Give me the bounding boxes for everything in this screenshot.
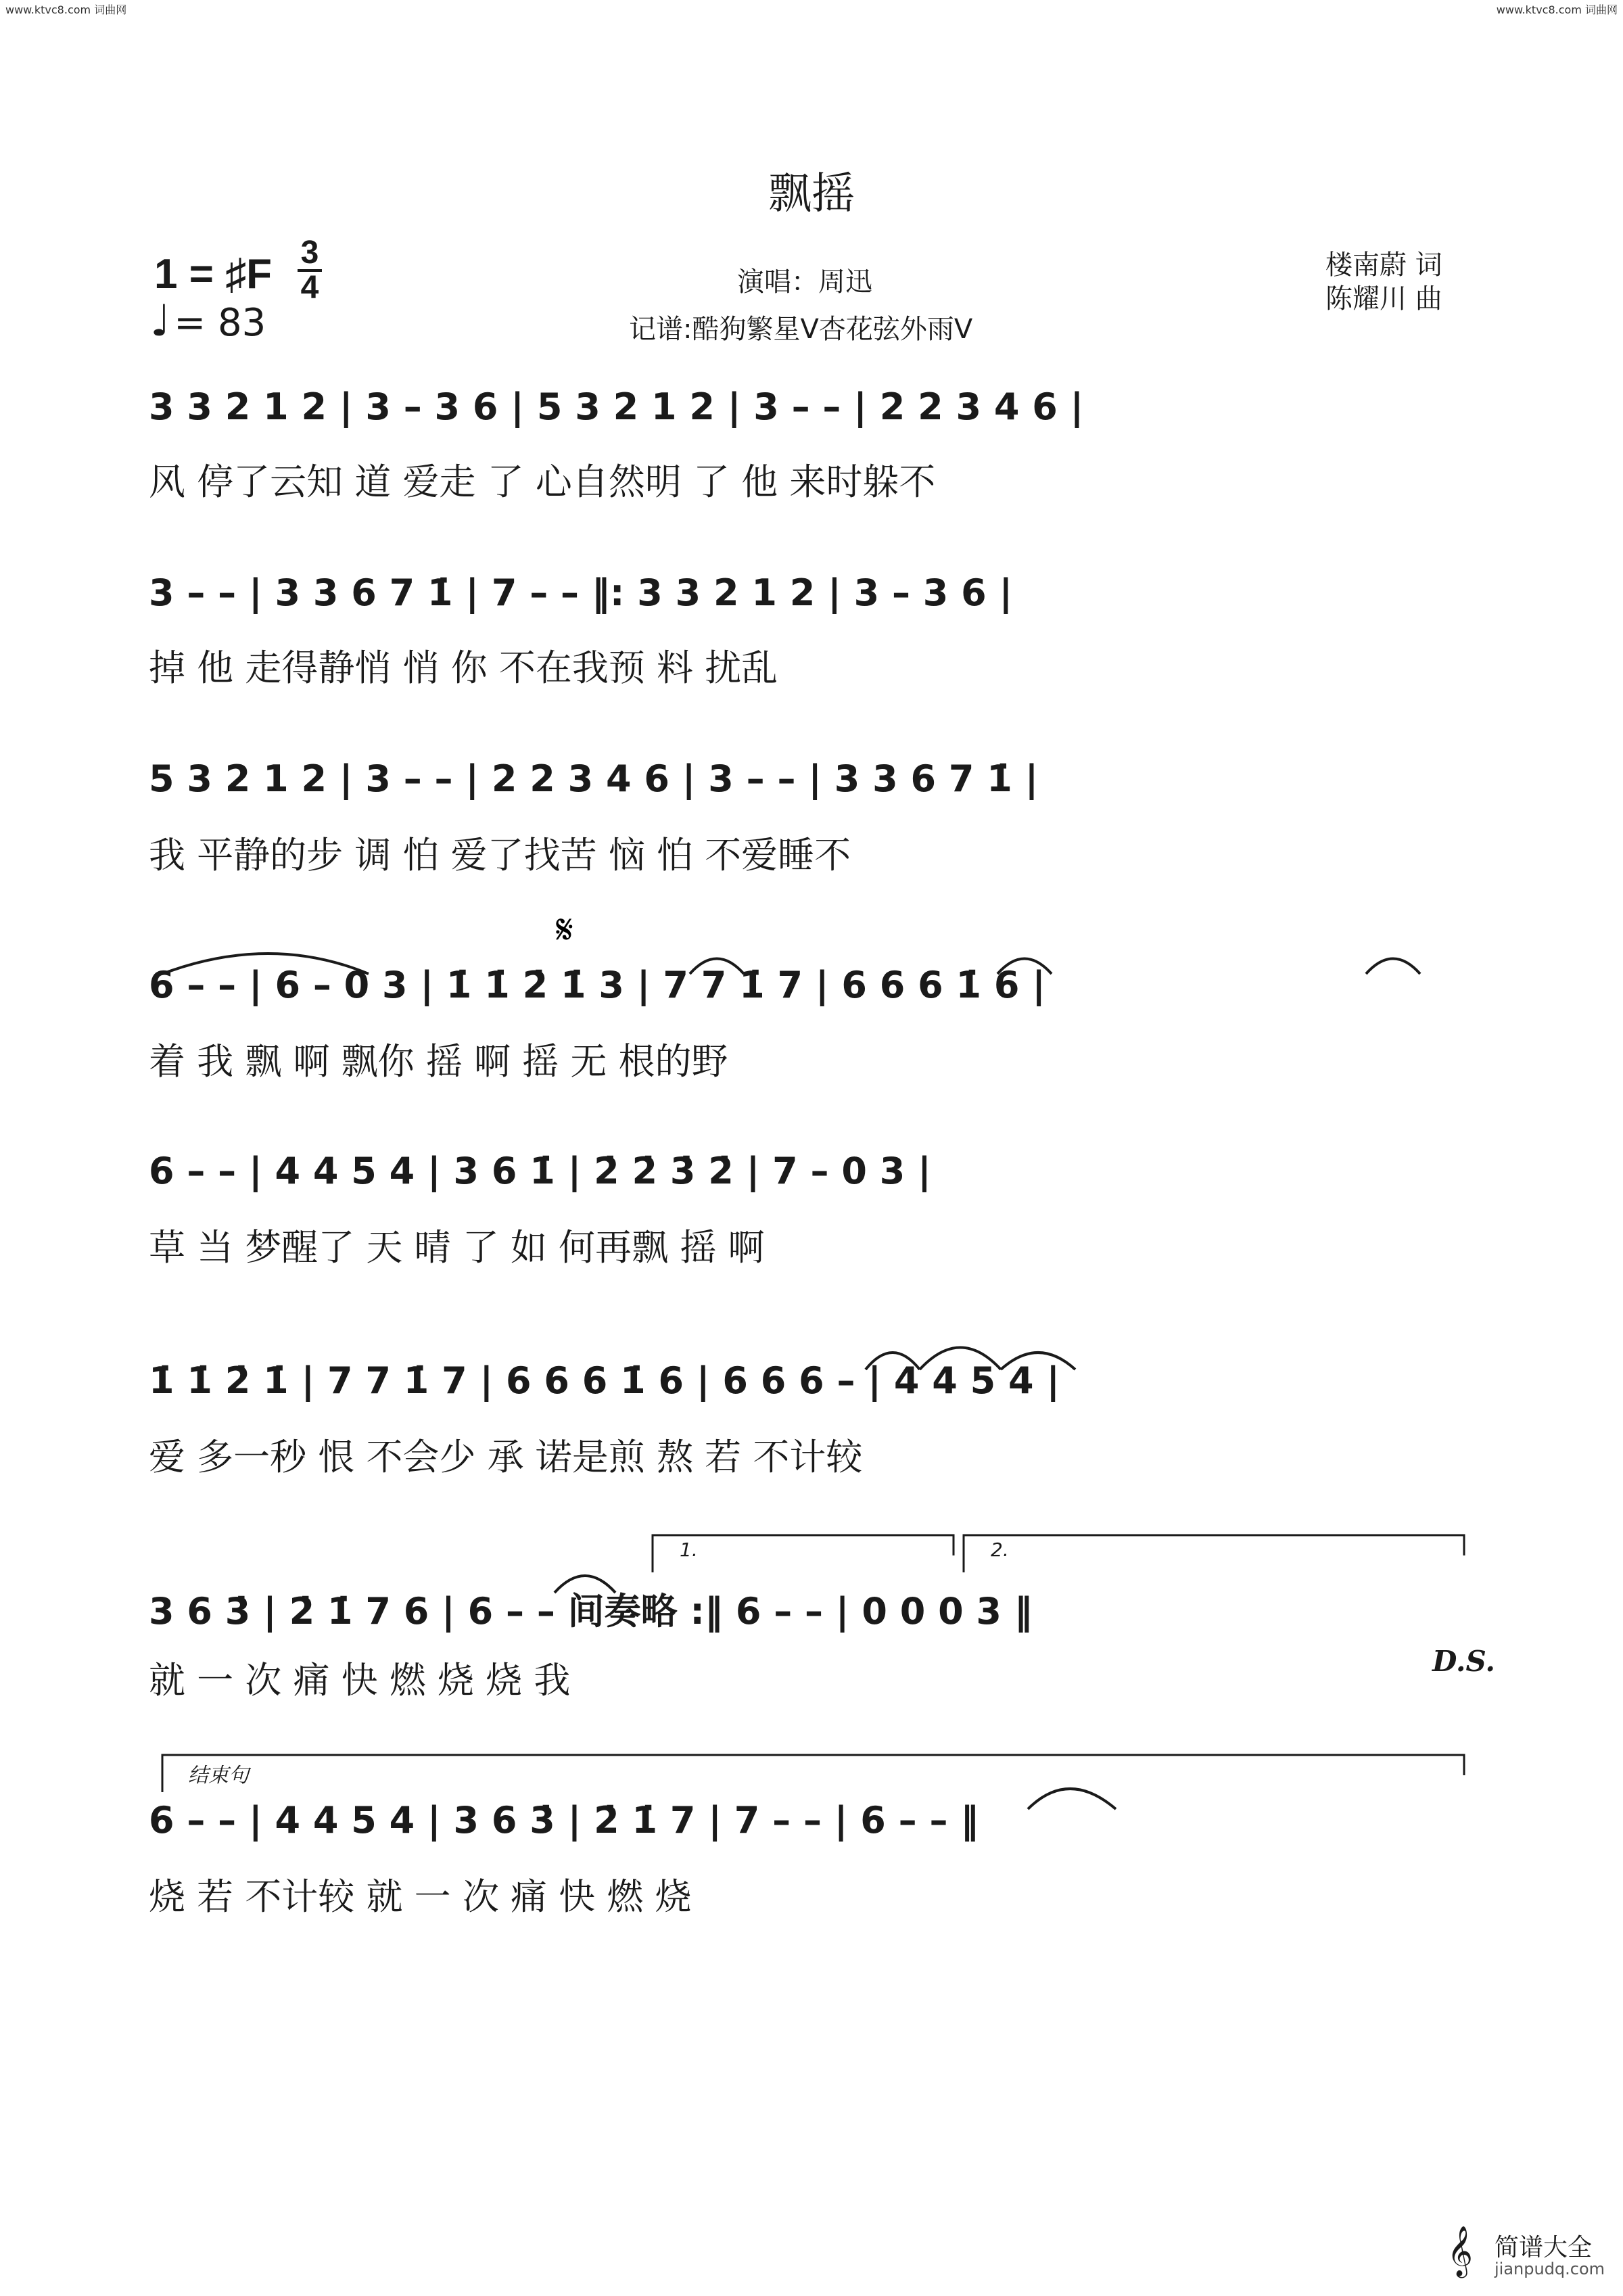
system-6-notes: 1̇ 1̇ 2̇ 1̇ | 7 7 1̇ 7 | 6 6 6 1̇ 6 | 6 6 6 – | 4 4 5 4 |	[149, 1359, 1060, 1402]
volta-1-label: 1.	[680, 1539, 698, 1561]
dal-segno-mark: D.S.	[1432, 1645, 1496, 1678]
system-5-lyrics: 草 当 梦醒了 天 晴 了 如 何再飘 摇 啊	[149, 1226, 765, 1269]
system-2-lyrics: 掉 他 走得静悄 悄 你 不在我预 料 扰乱	[149, 647, 778, 689]
slur	[920, 1348, 1001, 1370]
system-8-lyrics: 烧 若 不计较 就 一 次 痛 快 燃 烧	[149, 1875, 692, 1918]
system-4-notes: 6 – – | 6 – 0 3 | 1̇ 1̇ 2̇ 1̇ 3 | 7 7 1̇ 7 | 6 6 6 1̇ 6 |	[149, 964, 1045, 1006]
volta-1-bracket	[653, 1535, 954, 1572]
system-6-lyrics: 爱 多一秒 恨 不会少 承 诺是煎 熬 若 不计较	[149, 1436, 863, 1478]
slur	[997, 959, 1052, 975]
quarter-note-icon: ♩	[150, 296, 171, 346]
system-4-lyrics: 着 我 飘 啊 飘你 摇 啊 摇 无 根的野	[149, 1040, 728, 1083]
system-1-notes: 3 3 2 1 2 | 3 – 3 6 | 5 3 2 1 2 | 3 – – | 2 2 3 4 6 |	[149, 385, 1084, 428]
piano-keys-icon: 𝄞	[1447, 2226, 1473, 2276]
slur	[555, 1576, 615, 1593]
slur	[1366, 959, 1420, 975]
slur	[866, 1353, 920, 1369]
brand-badge	[1447, 2226, 1603, 2282]
system-1-lyrics: 风 停了云知 道 爱走 了 心自然明 了 他 来时躲不	[149, 461, 936, 503]
system-7-notes: 3 6 3̇ | 2̇ 1̇ 7 6 | 6 – – 间奏略 :‖ 6 – – | 0 0 0 3 ‖	[149, 1590, 1033, 1633]
composer: 陈耀川 曲	[1325, 283, 1442, 314]
time-bottom: 4	[300, 270, 319, 306]
key-signature: 1 = ♯F	[154, 251, 273, 298]
site-mark-right: www.ktvc8.com 词曲网	[1496, 3, 1618, 16]
system-5-notes: 6 – – | 4 4 5 4 | 3 6 1̇ | 2̇ 2̇ 3̇ 2̇ | 7 – 0 3 |	[149, 1150, 931, 1192]
slur	[1001, 1353, 1075, 1369]
system-8-notes: 6 – – | 4 4 5 4 | 3 6 3̇ | 2̇ 1̇ 7 | 7 – – | 6 – – ‖	[149, 1799, 979, 1842]
time-top: 3	[300, 235, 319, 271]
system-7-lyrics: 就 一 次 痛 快 燃 烧 烧 我	[149, 1659, 571, 1702]
slur	[690, 959, 744, 975]
system-3-lyrics: 我 平静的步 调 怕 爱了找苦 恼 怕 不爱睡不	[149, 834, 851, 876]
tempo-value: = 83	[174, 301, 266, 345]
system-3-notes: 5 3 2 1 2 | 3 – – | 2 2 3 4 6 | 3 – – | 3 3 6 7 1̇ |	[149, 757, 1039, 800]
ending-label: 结束句	[188, 1764, 249, 1787]
site-mark-left: www.ktvc8.com 词曲网	[5, 3, 127, 16]
slur	[162, 954, 369, 974]
slur	[1028, 1789, 1116, 1809]
song-title: 飘摇	[768, 169, 855, 219]
volta-2-label: 2.	[991, 1539, 1009, 1561]
system-2-notes: 3 – – | 3 3 6 7 1̇ | 7 – – ‖: 3 3 2 1 2 | 3 – 3 6 |	[149, 571, 1013, 614]
volta-2-bracket	[964, 1535, 1464, 1572]
ending-bracket	[162, 1755, 1464, 1792]
brand-url: jianpudq.com	[1495, 2259, 1605, 2278]
singer: 演唱：周迅	[737, 266, 872, 298]
transcriber: 记谱:酷狗繁星V杏花弦外雨V	[629, 314, 973, 345]
brand-name: 简谱大全	[1495, 2234, 1593, 2262]
lyricist: 楼南蔚 词	[1325, 250, 1442, 281]
segno-icon: 𝄋	[556, 906, 573, 954]
